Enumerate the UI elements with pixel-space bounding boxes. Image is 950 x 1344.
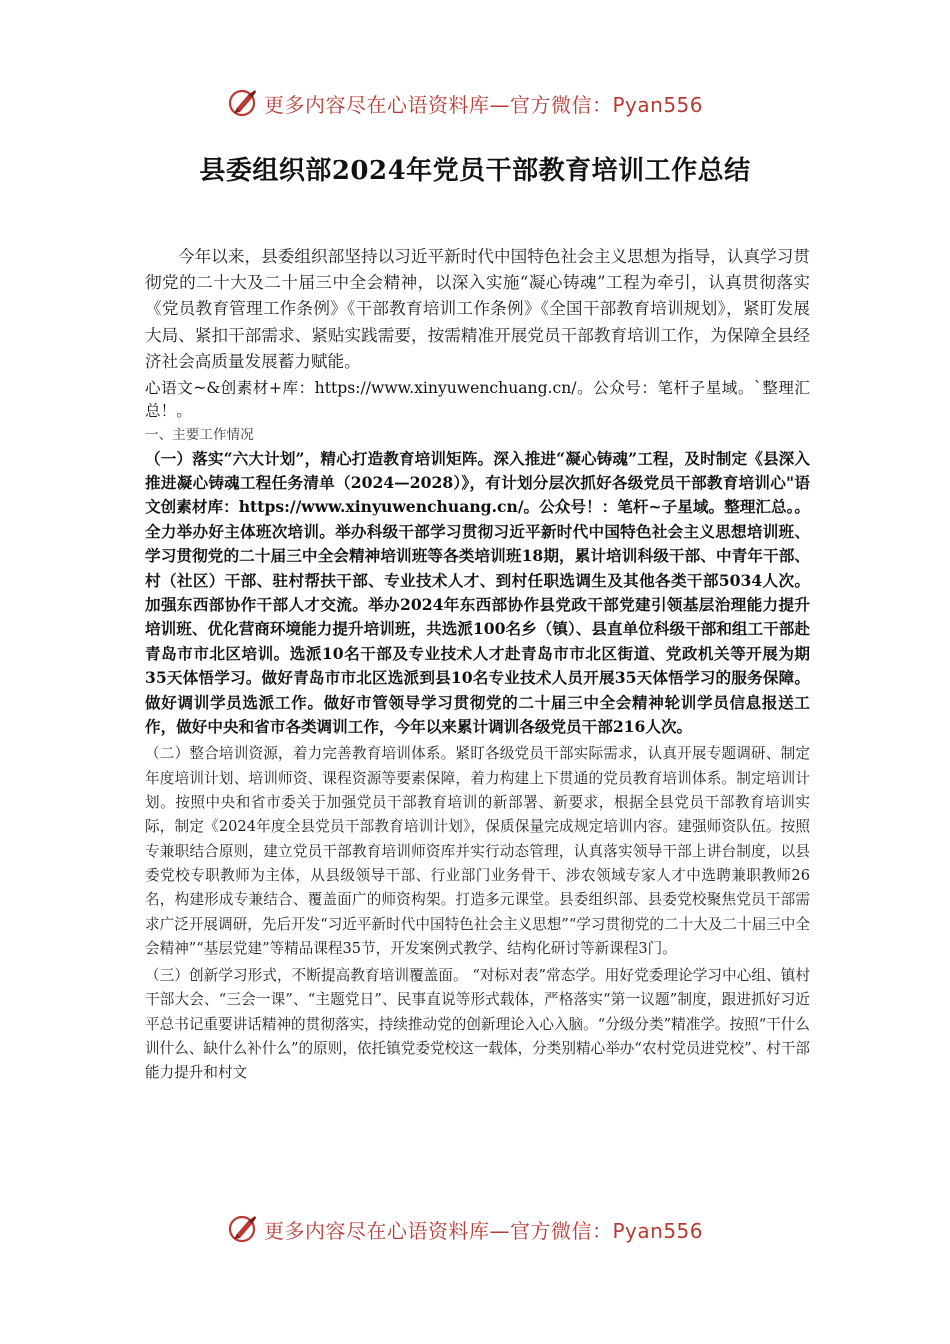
document-title: 县委组织部2024年党员干部教育培训工作总结 [199, 156, 751, 186]
pen-logo-icon [228, 1213, 260, 1245]
top-watermark-banner [228, 86, 728, 120]
document-body [145, 244, 810, 1086]
item-two-paragraph: （二）整合培训资源，着力完善教育培训体系。紧盯各级党员干部实际需求，认真开展专题调研、制定年度培训计划、培训师资、课程资源等要素保障，着力构建上下贯通的党员教育培训体系。制定培训计划。按照中央和省市委关于加强党员干部教育培训的新部署、新要求，根据全县党员干部教育培训实际，制定《2024年度全县党员干部教育培训计划》，保质保量完成规定培训内容。建强师资队伍。按照专兼职结合原则，建立党员干部教育培训师资库并实行动态管理，认真落实领导干部上讲台制度，以县委党校专职教师为主体，从县级领导干部、行业部门业务骨干、涉农领域专家人才中选聘兼职教师26名，构建形成专兼结合、覆盖面广的师资构架。打造多元课堂。县委组织部、县委党校聚焦党员干部需求广泛开展调研，先后开发“习近平新时代中国特色社会主义思想”“学习贯彻党的二十大及二十届三中全会精神”“基层党建”等精品课程35节，开发案例式教学、结构化研讨等新课程3门。 [145, 745, 810, 957]
bottom-watermark-banner [228, 1212, 728, 1246]
item-one-paragraph: （一）落实“六大计划”，精心打造教育培训矩阵。深入推进“凝心铸魂”工程，及时制定《县深入推进凝心铸魂工程任务清单（2024—2028）》，有计划分层次抓好各级党员干部教育培训心"语文创素材库：https://www.xinyuwenchuang.cn/。公众号！：笔杆~子星域。整理汇总。。全力举办好主体班次培训。举办科级干部学习贯彻习近平新时代中国特色社会主义思想培训班、学习贯彻党的二十届三中全会精神培训班等各类培训班18期，累计培训科级干部、中青年干部、村（社区）干部、驻村帮扶干部、专业技术人才、到村任职选调生及其他各类干部5034人次。加强东西部协作干部人才交流。举办2024年东西部协作县党政干部党建引领基层治理能力提升培训班、优化营商环境能力提升培训班，共选派100名乡（镇）、县直单位科级干部和组工干部赴青岛市市北区培训。选派10名干部及专业技术人才赴青岛市市北区街道、党政机关等开展为期35天体悟学习。做好青岛市市北区选派到县10名专业技术人员开展35天体悟学习的服务保障。做好调训学员选派工作。做好市管领导学习贯彻党的二十届三中全会精神轮训学员信息报送工作，做好中央和省市各类调训工作，今年以来累计调训各级党员干部216人次。 [145, 448, 810, 737]
watermark-text: 更多内容尽在心语资料库—官方微信：Pyan556 [264, 92, 704, 117]
section-heading: 一、主要工作情况 [145, 426, 254, 443]
item-three-paragraph: （三）创新学习形式，不断提高教育培训覆盖面。 “对标对表”常态学。用好党委理论学习中心组、镇村干部大会、“三会一课”、“主题党日”、民事直说等形式载体，严格落实“第一议题”制度，跟进抓好习近平总书记重要讲话精神的贯彻落实，持续推动党的创新理论入心入脑。“分级分类”精准学。按照“干什么训什么、缺什么补什么”的原则，依托镇党委党校这一载体，分类别精心举办“农村党员进党校”、村干部能力提升和村文 [145, 967, 810, 1082]
intro-paragraph: 今年以来，县委组织部坚持以习近平新时代中国特色社会主义思想为指导，认真学习贯彻党的二十大及二十届三中全会精神，以深入实施“凝心铸魂”工程为牵引，认真贯彻落实《党员教育管理工作条例》《干部教育培训工作条例》《全国干部教育培训规划》，紧盯发展大局、紧扣干部需求、紧贴实践需要，按需精准开展党员干部教育培训工作，为保障全县经济社会高质量发展蓄力赋能。 [145, 247, 810, 371]
pen-logo-icon [228, 87, 260, 119]
watermark-text: 更多内容尽在心语资料库—官方微信：Pyan556 [264, 1218, 704, 1243]
source-note: 心语文~&创素材+库：https://www.xinyuwenchuang.cn/。公众号：笔杆子星域。`整理汇总！。 [145, 379, 810, 420]
